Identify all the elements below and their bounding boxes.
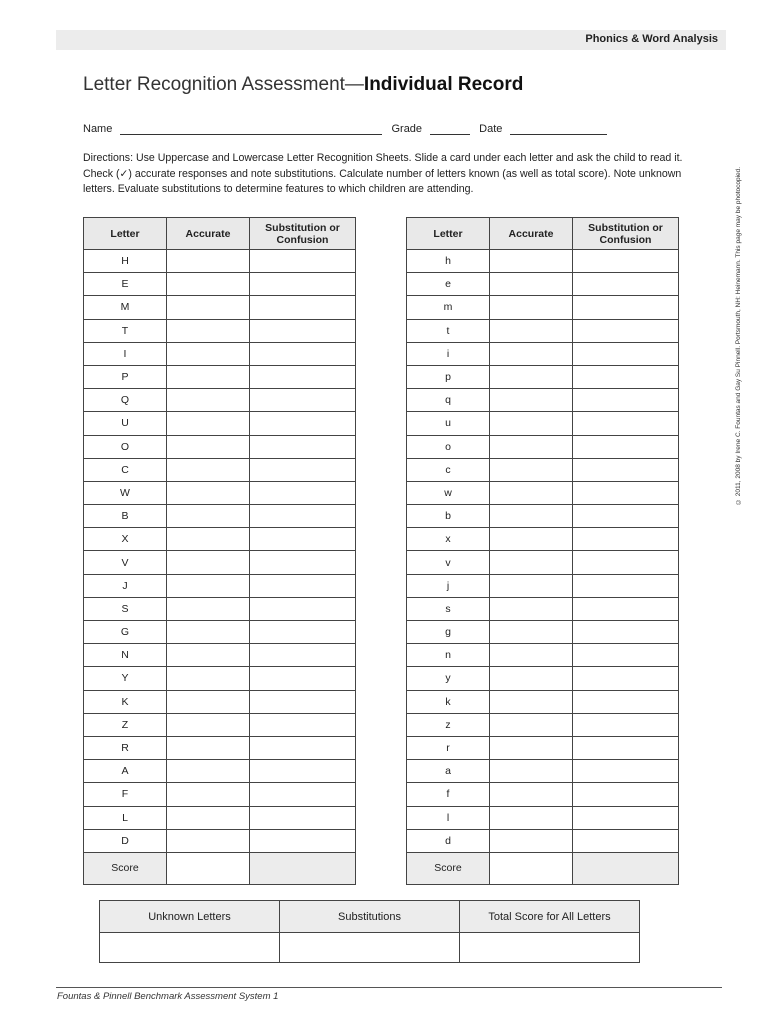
header-letter: Letter [84, 218, 167, 250]
accurate-cell[interactable] [490, 481, 573, 504]
header-substitution: Substitution or Confusion [573, 218, 679, 250]
accurate-cell[interactable] [490, 412, 573, 435]
accurate-cell[interactable] [490, 342, 573, 365]
table-row [407, 644, 679, 667]
letter-cell: r [407, 736, 490, 759]
accurate-cell[interactable] [167, 435, 250, 458]
table-row [407, 481, 679, 504]
table-row [84, 736, 356, 759]
accurate-cell[interactable] [167, 273, 250, 296]
substitution-cell[interactable] [250, 273, 356, 296]
substitution-cell[interactable] [250, 713, 356, 736]
substitution-cell[interactable] [250, 435, 356, 458]
letter-cell: O [84, 435, 167, 458]
table-row [407, 713, 679, 736]
accurate-cell[interactable] [167, 621, 250, 644]
letter-cell: R [84, 736, 167, 759]
accurate-cell[interactable] [490, 365, 573, 388]
letter-cell: K [84, 690, 167, 713]
accurate-cell[interactable] [167, 783, 250, 806]
table-row [84, 713, 356, 736]
grade-field[interactable] [430, 123, 470, 135]
letter-cell: w [407, 481, 490, 504]
summary-substitutions-header: Substitutions [280, 901, 460, 933]
letter-cell: o [407, 435, 490, 458]
table-row [84, 296, 356, 319]
substitution-cell[interactable] [573, 597, 679, 620]
letter-cell: P [84, 365, 167, 388]
substitution-cell[interactable] [573, 250, 679, 273]
lowercase-table [406, 217, 679, 885]
summary-unknown-cell[interactable] [100, 933, 280, 963]
date-label: Date [479, 123, 503, 135]
date-field[interactable] [510, 123, 607, 135]
name-label: Name [83, 123, 113, 135]
accurate-cell[interactable] [167, 505, 250, 528]
table-row [407, 597, 679, 620]
letter-cell: D [84, 829, 167, 852]
letter-cell: j [407, 574, 490, 597]
accurate-cell[interactable] [167, 713, 250, 736]
letter-cell: Z [84, 713, 167, 736]
letter-cell: E [84, 273, 167, 296]
table-row [84, 690, 356, 713]
substitution-cell[interactable] [573, 783, 679, 806]
table-row [84, 412, 356, 435]
accurate-cell[interactable] [167, 806, 250, 829]
accurate-cell[interactable] [490, 690, 573, 713]
table-row [407, 528, 679, 551]
letter-cell: d [407, 829, 490, 852]
accurate-cell[interactable] [167, 458, 250, 481]
substitution-cell[interactable] [250, 319, 356, 342]
uppercase-table [83, 217, 356, 885]
letter-cell: L [84, 806, 167, 829]
title-main: Letter Recognition Assessment— [83, 74, 364, 95]
table-row [407, 783, 679, 806]
accurate-cell[interactable] [167, 528, 250, 551]
accurate-cell[interactable] [490, 296, 573, 319]
accurate-cell[interactable] [490, 528, 573, 551]
substitution-cell[interactable] [573, 644, 679, 667]
letter-cell: A [84, 760, 167, 783]
table-row [84, 505, 356, 528]
accurate-cell[interactable] [490, 667, 573, 690]
letter-cell: M [84, 296, 167, 319]
table-row [407, 667, 679, 690]
accurate-cell[interactable] [167, 736, 250, 759]
substitution-cell[interactable] [250, 458, 356, 481]
accurate-cell[interactable] [167, 644, 250, 667]
accurate-cell[interactable] [167, 690, 250, 713]
letter-cell: g [407, 621, 490, 644]
accurate-cell[interactable] [490, 760, 573, 783]
substitution-cell[interactable] [573, 505, 679, 528]
accurate-cell[interactable] [490, 458, 573, 481]
table-row [407, 505, 679, 528]
substitution-cell[interactable] [573, 458, 679, 481]
letter-cell: S [84, 597, 167, 620]
table-row [84, 528, 356, 551]
table-row [407, 273, 679, 296]
accurate-cell[interactable] [490, 435, 573, 458]
letter-cell: y [407, 667, 490, 690]
substitution-cell[interactable] [250, 644, 356, 667]
table-row [84, 597, 356, 620]
table-row [84, 458, 356, 481]
letter-cell: s [407, 597, 490, 620]
score-substitution-cell[interactable] [250, 852, 356, 884]
letter-cell: v [407, 551, 490, 574]
header-accurate: Accurate [490, 218, 573, 250]
student-fields [83, 123, 703, 135]
summary-unknown-header: Unknown Letters [100, 901, 280, 933]
table-row [407, 412, 679, 435]
accurate-cell[interactable] [167, 319, 250, 342]
header-substitution: Substitution or Confusion [250, 218, 356, 250]
substitution-cell[interactable] [573, 319, 679, 342]
letter-cell: X [84, 528, 167, 551]
accurate-cell[interactable] [167, 597, 250, 620]
letter-cell: C [84, 458, 167, 481]
letter-cell: t [407, 319, 490, 342]
accurate-cell[interactable] [167, 481, 250, 504]
table-row [84, 806, 356, 829]
table-row [84, 551, 356, 574]
table-row [407, 760, 679, 783]
letter-cell: B [84, 505, 167, 528]
table-row [84, 574, 356, 597]
letter-cell: n [407, 644, 490, 667]
title-bold: Individual Record [363, 74, 524, 95]
substitution-cell[interactable] [250, 760, 356, 783]
letter-cell: G [84, 621, 167, 644]
letter-cell: k [407, 690, 490, 713]
section-label: Phonics & Word Analysis [585, 33, 718, 45]
accurate-cell[interactable] [490, 829, 573, 852]
score-accurate-cell[interactable] [490, 852, 573, 884]
copyright-text: © 2011, 2008 by Irene C. Fountas and Gay Su Pinnell. Portsmouth, NH: Heinemann. This page may be photocopied. [735, 166, 742, 505]
table-row [407, 365, 679, 388]
letter-cell: l [407, 806, 490, 829]
summary-table [99, 900, 640, 963]
accurate-cell[interactable] [167, 342, 250, 365]
substitution-cell[interactable] [250, 551, 356, 574]
substitution-cell[interactable] [573, 806, 679, 829]
letter-cell: V [84, 551, 167, 574]
accurate-cell[interactable] [167, 412, 250, 435]
letter-cell: u [407, 412, 490, 435]
letter-cell: f [407, 783, 490, 806]
table-row [84, 319, 356, 342]
substitution-cell[interactable] [250, 829, 356, 852]
table-row [407, 806, 679, 829]
substitution-cell[interactable] [250, 736, 356, 759]
accurate-cell[interactable] [167, 829, 250, 852]
table-row [84, 644, 356, 667]
substitution-cell[interactable] [573, 273, 679, 296]
summary-substitutions-cell[interactable] [280, 933, 460, 963]
substitution-cell[interactable] [573, 713, 679, 736]
substitution-cell[interactable] [250, 528, 356, 551]
substitution-cell[interactable] [573, 667, 679, 690]
table-row [407, 690, 679, 713]
letter-cell: W [84, 481, 167, 504]
substitution-cell[interactable] [250, 250, 356, 273]
substitution-cell[interactable] [573, 412, 679, 435]
substitution-cell[interactable] [573, 481, 679, 504]
substitution-cell[interactable] [250, 667, 356, 690]
accurate-cell[interactable] [490, 783, 573, 806]
letter-cell: J [84, 574, 167, 597]
header-band [56, 30, 726, 50]
substitution-cell[interactable] [250, 342, 356, 365]
table-row [84, 481, 356, 504]
letter-cell: H [84, 250, 167, 273]
accurate-cell[interactable] [167, 760, 250, 783]
substitution-cell[interactable] [573, 760, 679, 783]
grade-label: Grade [391, 123, 423, 135]
substitution-cell[interactable] [573, 528, 679, 551]
table-row [407, 342, 679, 365]
letter-cell: h [407, 250, 490, 273]
letter-cell: U [84, 412, 167, 435]
table-row [407, 389, 679, 412]
accurate-cell[interactable] [490, 621, 573, 644]
score-accurate-cell[interactable] [167, 852, 250, 884]
table-row [84, 760, 356, 783]
substitution-cell[interactable] [250, 481, 356, 504]
letter-cell: i [407, 342, 490, 365]
substitution-cell[interactable] [573, 574, 679, 597]
accurate-cell[interactable] [167, 296, 250, 319]
substitution-cell[interactable] [250, 365, 356, 388]
substitution-cell[interactable] [250, 574, 356, 597]
accurate-cell[interactable] [490, 273, 573, 296]
table-row [84, 250, 356, 273]
table-row [84, 342, 356, 365]
table-row [84, 829, 356, 852]
substitution-cell[interactable] [573, 435, 679, 458]
table-row [84, 621, 356, 644]
table-row [407, 296, 679, 319]
letter-cell: c [407, 458, 490, 481]
substitution-cell[interactable] [573, 551, 679, 574]
score-label: Score [407, 852, 490, 884]
accurate-cell[interactable] [490, 806, 573, 829]
table-row [84, 783, 356, 806]
score-row [84, 852, 356, 884]
letter-cell: T [84, 319, 167, 342]
letter-cell: F [84, 783, 167, 806]
table-row [407, 435, 679, 458]
letter-cell: a [407, 760, 490, 783]
letter-cell: e [407, 273, 490, 296]
letter-cell: I [84, 342, 167, 365]
table-row [407, 458, 679, 481]
header-accurate: Accurate [167, 218, 250, 250]
substitution-cell[interactable] [250, 621, 356, 644]
substitution-cell[interactable] [573, 296, 679, 319]
table-row [407, 551, 679, 574]
substitution-cell[interactable] [250, 690, 356, 713]
table-row [407, 250, 679, 273]
letter-cell: q [407, 389, 490, 412]
table-row [84, 365, 356, 388]
footer-text: Fountas & Pinnell Benchmark Assessment System 1 [57, 991, 279, 1002]
accurate-cell[interactable] [490, 389, 573, 412]
letter-cell: m [407, 296, 490, 319]
accurate-cell[interactable] [490, 505, 573, 528]
substitution-cell[interactable] [573, 690, 679, 713]
accurate-cell[interactable] [490, 713, 573, 736]
substitution-cell[interactable] [250, 806, 356, 829]
table-row [407, 829, 679, 852]
substitution-cell[interactable] [250, 505, 356, 528]
table-row [407, 319, 679, 342]
accurate-cell[interactable] [167, 667, 250, 690]
summary-total-cell[interactable] [460, 933, 640, 963]
footer-divider [56, 987, 722, 988]
substitution-cell[interactable] [573, 389, 679, 412]
table-row [407, 621, 679, 644]
table-row [84, 667, 356, 690]
score-substitution-cell[interactable] [573, 852, 679, 884]
directions-text: Directions: Use Uppercase and Lowercase Letter Recognition Sheets. Slide a card under each letter and ask the child to read it. Check (✓) accurate responses and note substitutions. Calculate number of letters known (as well as total score). Note unknown letters. Evaluate substitutions to determine features to which children are attending. [83, 152, 683, 195]
table-row [84, 389, 356, 412]
score-row [407, 852, 679, 884]
accurate-cell[interactable] [490, 319, 573, 342]
substitution-cell[interactable] [573, 621, 679, 644]
score-label: Score [84, 852, 167, 884]
letter-cell: N [84, 644, 167, 667]
accurate-cell[interactable] [490, 250, 573, 273]
substitution-cell[interactable] [250, 296, 356, 319]
page-title [83, 74, 523, 96]
accurate-cell[interactable] [490, 644, 573, 667]
substitution-cell[interactable] [573, 736, 679, 759]
letter-cell: Y [84, 667, 167, 690]
summary-total-header: Total Score for All Letters [460, 901, 640, 933]
substitution-cell[interactable] [250, 783, 356, 806]
accurate-cell[interactable] [167, 574, 250, 597]
substitution-cell[interactable] [250, 389, 356, 412]
accurate-cell[interactable] [167, 365, 250, 388]
letter-cell: b [407, 505, 490, 528]
accurate-cell[interactable] [490, 551, 573, 574]
accurate-cell[interactable] [167, 389, 250, 412]
header-letter: Letter [407, 218, 490, 250]
substitution-cell[interactable] [573, 829, 679, 852]
table-row [84, 273, 356, 296]
letter-cell: Q [84, 389, 167, 412]
letter-cell: p [407, 365, 490, 388]
substitution-cell[interactable] [250, 412, 356, 435]
letter-cell: z [407, 713, 490, 736]
table-row [84, 435, 356, 458]
substitution-cell[interactable] [250, 597, 356, 620]
substitution-cell[interactable] [573, 365, 679, 388]
accurate-cell[interactable] [490, 597, 573, 620]
name-field[interactable] [120, 123, 382, 135]
accurate-cell[interactable] [490, 736, 573, 759]
table-row [407, 574, 679, 597]
accurate-cell[interactable] [490, 574, 573, 597]
table-row [407, 736, 679, 759]
letter-cell: x [407, 528, 490, 551]
accurate-cell[interactable] [167, 250, 250, 273]
accurate-cell[interactable] [167, 551, 250, 574]
substitution-cell[interactable] [573, 342, 679, 365]
